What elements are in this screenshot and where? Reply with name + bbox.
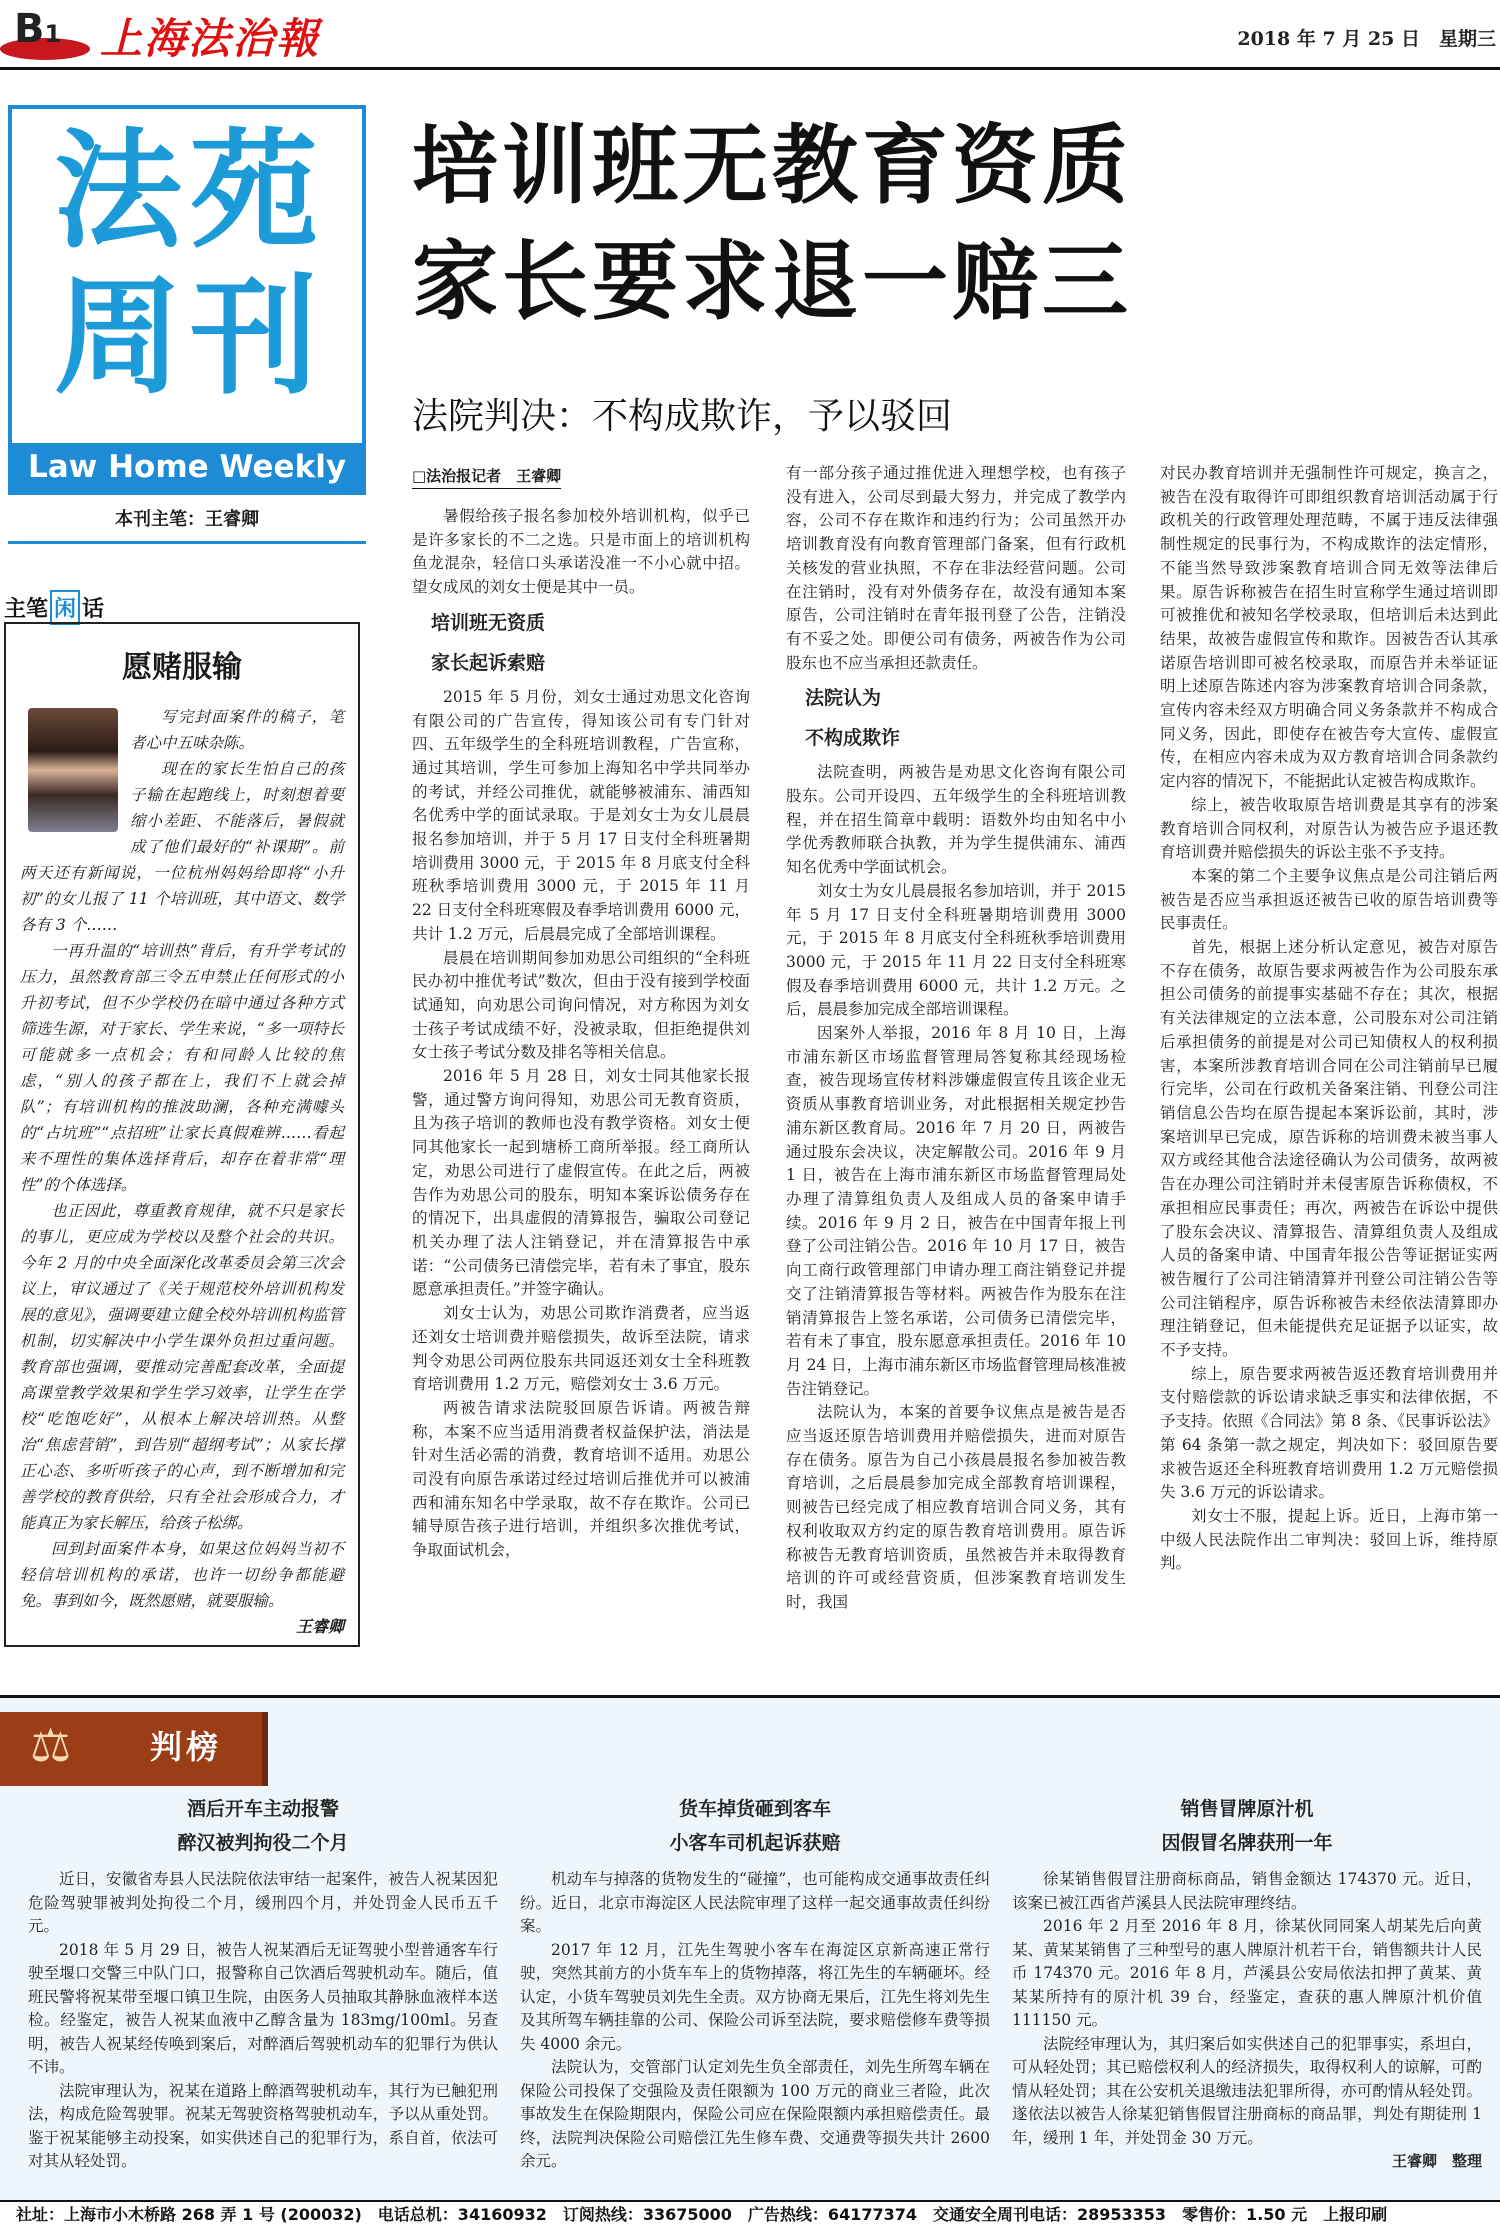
- article-column-2: [786, 462, 1126, 1675]
- brief-paragraph: 2017 年 12 月，江先生驾驶小客车在海淀区京新高速正常行驶，突然其前方的小货车车上的货物掉落，将江先生的车辆砸坏。经认定，小货车驾驶员刘先生全责。双方协商无果后，江先生将刘先生及其所驾车辆挂靠的公司、保险公司诉至法院，要求赔偿修车费等损失 4000 余元。: [520, 1940, 990, 2053]
- section-brand-box: [8, 105, 366, 495]
- section-english-title: Law Home Weekly: [12, 443, 362, 491]
- brief-paragraph: 徐某销售假冒注册商标商品，销售金额达 174370 元。近日，该案已被江西省芦溪县人民法院审理终结。: [1012, 1870, 1482, 1912]
- page-code: [14, 6, 61, 52]
- column-tag: [4, 590, 104, 625]
- section-title-line1: 法苑: [53, 117, 326, 266]
- article-paragraph: 本案的第二个主要争议焦点是公司注销后两被告是否应当承担返还被告已收的原告培训费等民事责任。: [1160, 866, 1498, 933]
- brief-subtitle: 小客车司机起诉获赔: [669, 1832, 841, 1854]
- issue-date: [1237, 24, 1496, 51]
- section-heading: 家长起诉索赔: [431, 651, 546, 674]
- author-photo: [28, 708, 118, 832]
- brief-signature: 王睿卿 整理: [1391, 2152, 1482, 2170]
- article-paragraph: 刘女士不服，提起上诉。近日，上海市第一中级人民法院作出二审判决：驳回上诉，维持原判。: [1160, 1506, 1498, 1573]
- headline-line2: 家长要求退一赔三: [412, 232, 1132, 332]
- article-paragraph: 综上，被告收取原告培训费是其享有的涉案教育培训合同权利，对原告认为被告应予退还教育培训费并赔偿损失的诉讼主张不予支持。: [1160, 795, 1498, 862]
- article-paragraph: 因案外人举报，2016 年 8 月 10 日，上海市浦东新区市场监督管理局答复称其经现场检查，被告现场宣传材料涉嫌虚假宣传且该企业无资质从事教育培训业务，对此根据相关规定抄告浦东新区教育局。2016 年 7 月 20 日，两被告通过股东会决议，决定解散公司。2016 年 9 月 1 日，被告在上海市浦东新区市场监督管理局处办理了清算组负责人及组成人员的备案申请手续。2016 年 9 月 2 日，被告在中国青年报上刊登了公司注销公告。2016 年 10 月 17 日，被告向工商行政管理部门申请办理工商注销登记并提交了注销清算报告等材料。两被告作为股东在注销清算报告上签名承诺，公司债务已清偿完毕，若有未了事宜，股东愿意承担责任。2016 年 10 月 24 日，上海市浦东新区市场监督管理局核准被告注销登记。: [786, 1024, 1126, 1398]
- brief-paragraph: 2016 年 2 月至 2016 年 8 月，徐某伙同同案人胡某先后向黄某、黄某某销售了三种型号的惠人牌原汁机若干台，销售额共计人民币 174370 元。2016 年 8 月，芦溪县公安局依法扣押了黄某、黄某某所持有的原汁机 39 台，经鉴定，查获的惠人牌原汁机价值 111150 元。: [1012, 1917, 1482, 2029]
- newspaper-masthead: 上海法治報: [100, 14, 321, 63]
- editorial-author: 王睿卿: [295, 1617, 344, 1636]
- brief-title: 销售冒牌原汁机: [1180, 1798, 1314, 1820]
- briefs-label: 判榜: [150, 1728, 223, 1766]
- article-paragraph: 有一部分孩子通过推优进入理想学校，也有孩子没有进入，公司尽到最大努力，并完成了教学内容，公司不存在欺诈和违约行为；公司虽然开办培训教育没有向教育管理部门备案，但有行政机关核发的营业执照，不存在非法经营问题。公司在注销时，没有对外债务存在，故没有通知本案原告，公司注销时在青年报刊登了公告，注销没有不妥之处。即便公司有债务，两被告作为公司股东也不应当承担还款责任。: [786, 464, 1126, 672]
- brief-paragraph: 法院审理认为，祝某在道路上醉酒驾驶机动车，其行为已触犯刑法，构成危险驾驶罪。祝某无驾驶资格驾驶机动车，予以从重处罚。鉴于祝某能够主动投案，如实供述自己的犯罪行为，系自首，依法可对其从轻处罚。: [28, 2081, 498, 2170]
- article-column-3: [1160, 462, 1498, 1675]
- page-footer: 社址：上海市小木桥路 268 弄 1 号 (200032) 电话总机：34160932 订阅热线：33675000 广告热线：64177374 交通安全周刊电话：28953353 零售价：1.50 元 上报印刷: [0, 2200, 1500, 2227]
- column-tag-box: 闲: [50, 590, 80, 625]
- article-paragraph: 刘女士认为，劝思公司欺诈消费者，应当返还刘女士培训费并赔偿损失，故诉至法院，请求判令劝思公司两位股东共同返还刘女士全科班教育培训费用 1.2 万元，赔偿刘女士 3.6 万元。: [412, 1304, 750, 1394]
- article-paragraph: 两被告请求法院驳回原告诉请。两被告辩称，本案不应当适用消费者权益保护法，消法是针对生活必需的消费，教育培训不适用。劝思公司没有向原告承诺过经过培训后推优并可以被浦西和浦东知名中学录取，故不存在欺诈。公司已辅导原告孩子进行培训，并组织多次推优考试，争取面试机会，: [412, 1398, 750, 1560]
- article-byline: □法治报记者 王睿卿: [412, 465, 561, 489]
- section-heading: 培训班无资质: [431, 611, 546, 634]
- section-title: [30, 119, 350, 411]
- section-heading: 不构成欺诈: [805, 727, 901, 750]
- article-paragraph: 综上，原告要求两被告返还教育培训费用并支付赔偿款的诉讼请求缺乏事实和法律依据，不予支持。依照《合同法》第 8 条、《民事诉讼法》第 64 条第一款之规定，判决如下：驳回原告要求被告返还全科班教育培训费用 1.2 万元赔偿损失 3.6 万元的诉讼请求。: [1160, 1364, 1498, 1502]
- brief-subtitle: 醉汉被判拘役二个月: [177, 1832, 349, 1854]
- weekday-text: 星期三: [1438, 28, 1496, 50]
- section-title-line2: 周刊: [53, 263, 326, 412]
- editorial-title: 愿赌服输: [122, 650, 242, 685]
- brief-paragraph: 法院认为，交管部门认定刘先生负全部责任，刘先生所驾车辆在保险公司投保了交强险及责任限额为 100 万元的商业三者险，此次事故发生在保险期限内，保险公司应在保险限额内承担赔偿责任。最终，法院判决保险公司赔偿江先生修车费、交通费等损失共计 2600 余元。: [520, 2058, 990, 2170]
- main-headline: [412, 108, 1132, 340]
- editorial-paragraph: 也正因此，尊重教育规律，就不只是家长的事儿，更应成为学校以及整个社会的共识。今年 2 月的中央全面深化改革委员会第三次会议上，审议通过了《关于规范校外培训机构发展的意见》，强调要建立健全校外培训机构监管机制，切实解决中小学生课外负担过重问题。教育部也强调，要推动完善配套改革，全面提高课堂教学效果和学生学习效率，让学生在学校“吃饱吃好”，从根本上解决培训热。从整治“焦虑营销”，到告别“超纲考试”；从家长撑正心态、多听听孩子的心声，到不断增加和完善学校的教育供给，只有全社会形成合力，才能真正为家长解压，给孩子松绑。: [20, 1202, 344, 1532]
- article-paragraph: 首先，根据上述分析认定意见，被告对原告不存在债务，故原告要求两被告作为公司股东承担公司债务的前提事实基础不存在；其次，根据有关法律规定的立法本意，公司股东对公司注销后承担债务的前提是对公司已知债权人的权利损害，本案所涉教育培训合同在公司注销前早已履行完毕，公司在行政机关备案注销、刊登公司注销信息公告均在原告提起本案诉讼前，其时，涉案培训早已完成，原告诉称的培训费未被当事人双方或经其他合法途径确认为公司债务，故两被告在办理公司注销时并未侵害原告诉称债权，不承担相应民事责任；再次，两被告在诉讼中提供了股东会决议、清算报告、清算组负责人及组成人员的备案申请、中国青年报公告等证据证实两被告履行了公司注销清算并刊登公司注销公告等公司注销程序，原告诉称被告未经依法清算即办理注销登记，但未能提供充足证据予以证实，故不予支持。: [1160, 938, 1498, 1360]
- brief-subtitle: 因假冒名牌获刑一年: [1161, 1832, 1333, 1854]
- brief-paragraph: 法院经审理认为，其归案后如实供述自己的犯罪事实，系坦白，可从轻处罚；其已赔偿权利人的经济损失，取得权利人的谅解，可酌情从轻处罚；其在公安机关退缴违法犯罪所得，亦可酌情从轻处罚。遂依法以被告人徐某犯销售假冒注册商标的商品罪，判处有期徒刑 1 年，缓刑 1 年，并处罚金 30 万元。: [1012, 2034, 1482, 2147]
- brief-title: 酒后开车主动报警: [186, 1798, 339, 1820]
- brief-item: [520, 1792, 990, 2174]
- article-paragraph: 对民办教育培训并无强制性许可规定，换言之，被告在没有取得许可即组织教育培训活动属于行政机关的行政管理处理范畴，不属于违反法律强制性规定的民事行为，不构成欺诈的法定情形，不能当然导致涉案教育培训合同无效等法律后果。原告诉称被告在招生时宣称学生通过培训即可被推优和被知名学校录取，但培训后未达到此结果，故被告虚假宣传和欺诈。因被告否认其承诺原告培训即可被名校录取，而原告并未举证证明上述原告陈述内容为涉案教育培训合同条款，宣传内容未经双方明确合同义务条款并不构成合同义务，因此，即使存在被告夸大宣传、虚假宣传，在相应内容未成为双方教育培训合同条款约定内容的情况下，不能据此认定被告构成欺诈。: [1160, 464, 1498, 791]
- page-header: [0, 0, 1500, 70]
- editorial-column: [4, 622, 360, 1647]
- main-subheadline: 法院判决：不构成欺诈，予以驳回: [412, 396, 953, 437]
- editorial-paragraph: 一再升温的“培训热”背后，有升学考试的压力，虽然教育部三令五申禁止任何形式的小升初考试，但不少学校仍在暗中通过各种方式筛选生源，对于家长、学生来说，“多一项特长可能就多一点机会；有和同龄人比较的焦虑，“别人的孩子都在上，我们不上就会掉队”；有培训机构的推波助澜，各种充满噱头的“占坑班”“点招班”让家长真假难辨……看起来不理性的集体选择背后，却存在着非常“理性”的个体选择。: [20, 942, 344, 1194]
- article-paragraph: 刘女士为女儿晨晨报名参加培训，并于 2015 年 5 月 17 日支付全科班暑期培训费用 3000 元，于 2015 年 8 月底支付全科班秋季培训费用 3000 元，于 2015 年 11 月 22 日支付全科班寒假及春季培训费用 6000 元，共计 1.2 万元。之后，晨晨参加完成全部培训课程。: [786, 881, 1126, 1019]
- brief-paragraph: 2018 年 5 月 29 日，被告人祝某酒后无证驾驶小型普通客车行驶至堰口交警三中队门口，报警称自己饮酒后驾驶机动车。随后，值班民警将祝某带至堰口镇卫生院，由医务人员抽取其静脉血液样本送检。经鉴定，被告人祝某血液中乙醇含量为 183mg/100ml。另查明，被告人祝某经传唤到案后，对醉酒后驾驶机动车的犯罪行为供认不讳。: [28, 1940, 498, 2076]
- date-text: 2018 年 7 月 25 日: [1237, 28, 1420, 50]
- article-paragraph: 暑假给孩子报名参加校外培训机构，似乎已是许多家长的不二之选。只是市面上的培训机构鱼龙混杂，轻信口头承诺没准一不小心就中招。望女成凤的刘女士便是其中一员。: [412, 507, 750, 597]
- brief-item: [28, 1792, 498, 2174]
- section-heading: 法院认为: [805, 687, 882, 710]
- editorial-paragraph: 现在的家长生怕自己的孩子输在起跑线上，时刻想着要缩小差距、不能落后，暑假就成了他们最好的“补课期”。前两天还有新闻说，一位杭州妈妈给即将“小升初”的女儿报了 11 个培训班，其中语文、数学各有 3 个……: [20, 760, 344, 934]
- gavel-icon: ⚖: [30, 1718, 72, 1772]
- headline-line1: 培训班无教育资质: [412, 116, 1132, 216]
- brief-item: [1012, 1792, 1482, 2174]
- article-column-1: [412, 505, 750, 1675]
- article-paragraph: 2015 年 5 月份，刘女士通过劝思文化咨询有限公司的广告宣传，得知该公司有专门针对四、五年级学生的全科班培训教程，广告宣称，通过其培训，学生可参加上海知名中学共同举办的考试，并经公司推优，就能够被浦东、浦西知名优秀中学的面试录取。于是刘女士为女儿晨晨报名参加培训，并于 5 月 17 日支付全科班暑期培训费用 3000 元，于 2015 年 8 月底支付全科班秋季培训费用 3000 元，于 2015 年 11 月 22 日支付全科班寒假及春季培训费用 6000 元，共计 1.2 万元，后晨晨完成了全部培训课程。: [412, 687, 750, 943]
- brief-title: 货车掉货砸到客车: [678, 1798, 831, 1820]
- article-paragraph: 2016 年 5 月 28 日，刘女士同其他家长报警，通过警方询问得知，劝思公司无教育资质，且为孩子培训的教师也没有教学资格。刘女士便同其他家长一起到塘桥工商所举报。经工商所认定，劝思公司进行了虚假宣传。在此之后，两被告作为劝思公司的股东，明知本案诉讼债务存在的情况下，出具虚假的清算报告，骗取公司登记机关办理了法人注销登记，并在清算报告中承诺：“公司债务已清偿完毕，若有未了事宜，股东愿意承担责任。”并签字确认。: [412, 1067, 750, 1299]
- editorial-paragraph: 回到封面案件本身，如果这位妈妈当初不轻信培训机构的承诺，也许一切纷争都能避免。事到如今，既然愿赌，就要服输。: [20, 1540, 344, 1610]
- page-letter: B: [14, 6, 45, 52]
- article-paragraph: 法院查明，两被告是劝思文化咨询有限公司股东。公司开设四、五年级学生的全科班培训教程，并在招生简章中载明：语数外均由知名中小学优秀教师联合执教，并为学生提供浦东、浦西知名优秀中学面试机会。: [786, 763, 1126, 877]
- brief-paragraph: 机动车与掉落的货物发生的“碰撞”，也可能构成交通事故责任纠纷。近日，北京市海淀区人民法院审理了这样一起交通事故责任纠纷案。: [520, 1870, 990, 1935]
- editorial-paragraph: 写完封面案件的稿子，笔者心中五味杂陈。: [130, 708, 344, 752]
- chief-editor: 本刊主笔：王睿卿: [8, 505, 366, 544]
- editorial-body: [20, 704, 344, 1640]
- column-tag-pre: 主笔: [4, 597, 49, 622]
- column-tag-post: 话: [82, 597, 105, 622]
- article-paragraph: 法院认为，本案的首要争议焦点是被告是否应当返还原告培训费用并赔偿损失，进而对原告存在债务。原告为自己小孩晨晨报名参加被告教育培训，之后晨晨参加完成全部教育培训课程，则被告已经完成了相应教育培训合同义务，其有权利收取双方约定的原告教育培训费用。原告诉称被告无教育培训资质，虽然被告并未取得教育培训的许可或经营资质，但涉案教育培训发生时，我国: [786, 1403, 1126, 1611]
- page-number: 1: [44, 20, 62, 48]
- brief-paragraph: 近日，安徽省寿县人民法院依法审结一起案件，被告人祝某因犯危险驾驶罪被判处拘役二个月，缓刑四个月，并处罚金人民币五千元。: [28, 1870, 498, 1935]
- article-paragraph: 晨晨在培训期间参加劝思公司组织的“全科班民办初中推优考试”数次，但由于没有接到学校面试通知，向劝思公司询问情况，对方称因为刘女士孩子考试成绩不好，没被录取，但拒绝提供刘女士孩子考试分数及排名等相关信息。: [412, 948, 750, 1062]
